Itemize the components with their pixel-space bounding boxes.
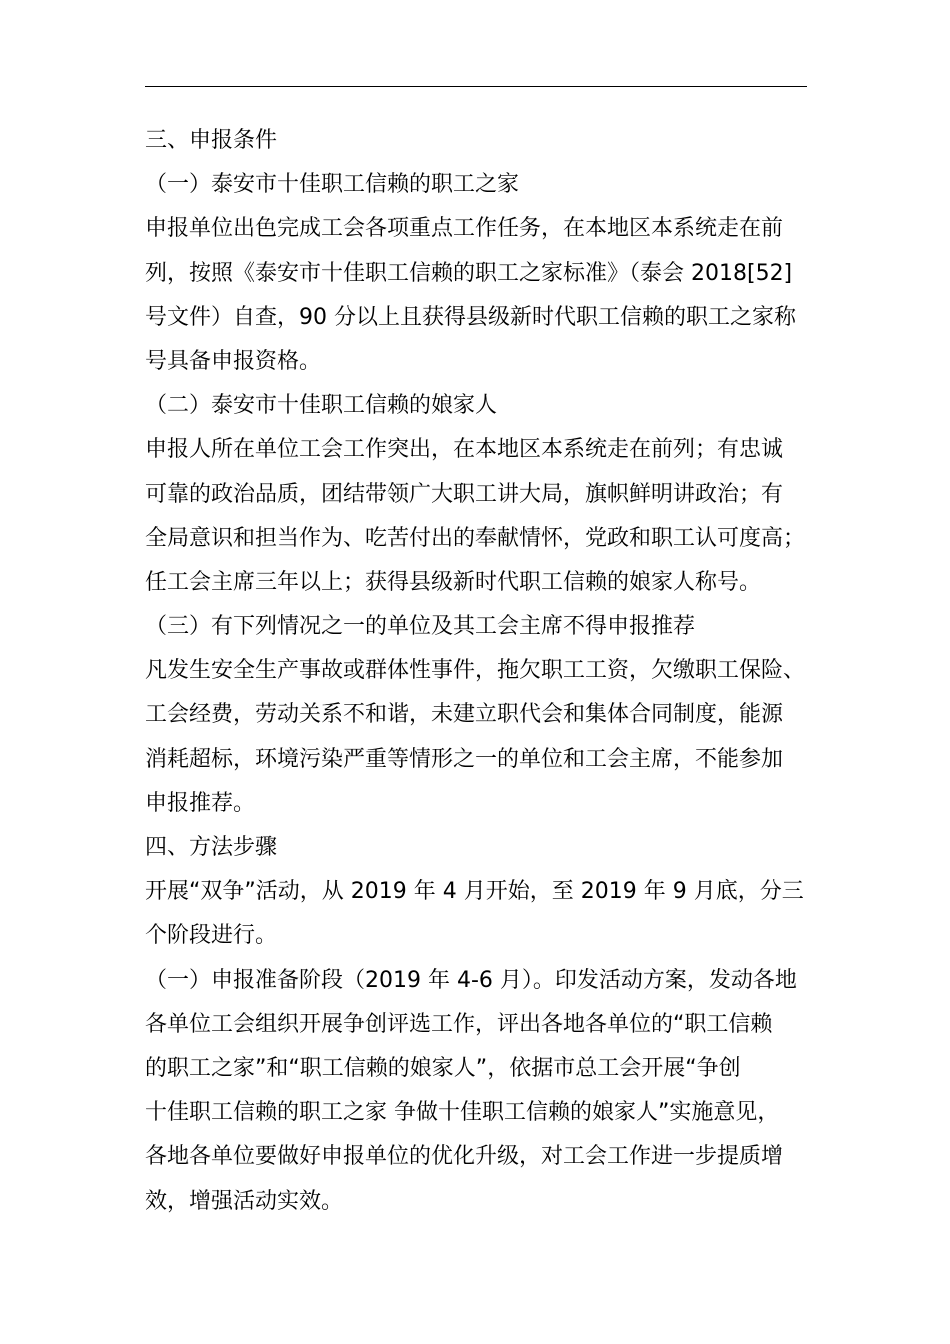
paragraph-line: 申报单位出色完成工会各项重点工作任务，在本地区本系统走在前 [145, 216, 784, 242]
paragraph-line: 十佳职工信赖的职工之家 争做十佳职工信赖的娘家人”实施意见， [145, 1100, 780, 1126]
subsection-heading: （一）泰安市十佳职工信赖的职工之家 [145, 172, 520, 198]
paragraph-line: 个阶段进行。 [145, 923, 278, 949]
paragraph-line: 消耗超标，环境污染严重等情形之一的单位和工会主席，不能参加 [145, 746, 784, 772]
document-body [145, 119, 825, 1224]
paragraph-line: 任工会主席三年以上；获得县级新时代职工信赖的娘家人称号。 [145, 569, 762, 595]
paragraph-line: 的职工之家”和“职工信赖的娘家人”，依据市总工会开展“争创 [145, 1055, 741, 1081]
subsection-heading: （三）有下列情况之一的单位及其工会主席不得申报推荐 [145, 614, 696, 640]
paragraph-line: 各地各单位要做好申报单位的优化升级，对工会工作进一步提质增 [145, 1144, 784, 1170]
paragraph-line: 申报人所在单位工会工作突出，在本地区本系统走在前列；有忠诚 [145, 437, 784, 463]
paragraph-line: 凡发生安全生产事故或群体性事件，拖欠职工工资，欠缴职工保险、 [145, 658, 806, 684]
paragraph-line: 各单位工会组织开展争创评选工作，评出各地各单位的“职工信赖 [145, 1011, 773, 1037]
paragraph-line: 可靠的政治品质，团结带领广大职工讲大局，旗帜鲜明讲政治；有 [145, 481, 784, 507]
paragraph-line: 号文件）自查，90 分以上且获得县级新时代职工信赖的职工之家称 [145, 304, 796, 330]
paragraph-line: 申报推荐。 [145, 790, 256, 816]
subsection-heading: （二）泰安市十佳职工信赖的娘家人 [145, 393, 498, 419]
paragraph-line: 效，增强活动实效。 [145, 1188, 344, 1214]
paragraph-line: 开展“双争”活动，从 2019 年 4 月开始，至 2019 年 9 月底，分三 [145, 879, 804, 905]
section-heading: 四、方法步骤 [145, 835, 278, 860]
paragraph-line: 全局意识和担当作为、吃苦付出的奉献情怀，党政和职工认可度高； [145, 525, 806, 551]
paragraph-line: 工会经费，劳动关系不和谐，未建立职代会和集体合同制度，能源 [145, 702, 784, 728]
paragraph-line: 号具备申报资格。 [145, 348, 322, 374]
header-rule [145, 86, 807, 87]
paragraph-line: （一）申报准备阶段（2019 年 4-6 月）。印发活动方案，发动各地 [145, 967, 797, 993]
section-heading: 三、申报条件 [145, 128, 278, 153]
paragraph-line: 列，按照《泰安市十佳职工信赖的职工之家标准》（泰会 2018[52] [145, 260, 793, 286]
